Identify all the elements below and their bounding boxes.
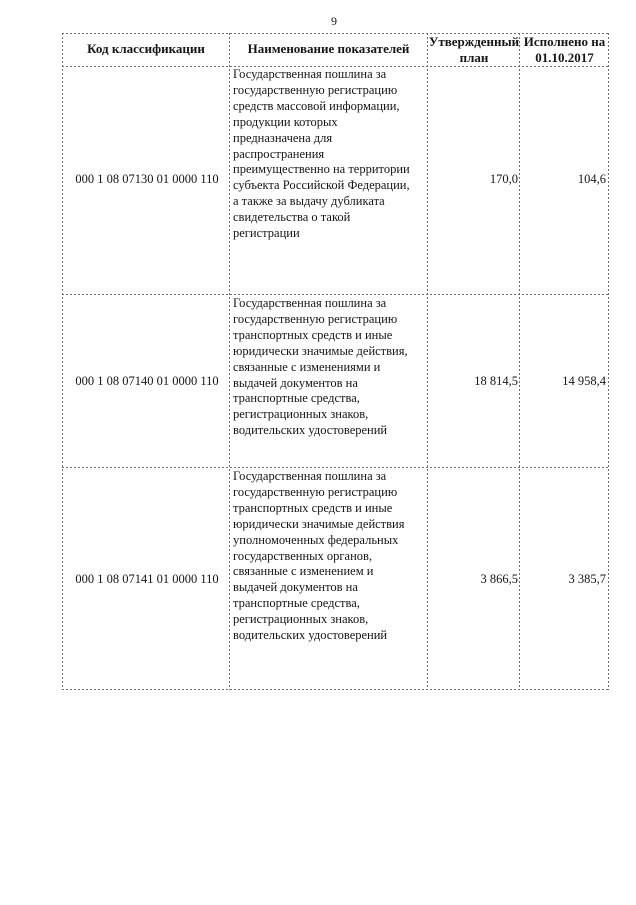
row-2-executed: 14 958,4 bbox=[562, 374, 606, 388]
row-3-plan: 3 866,5 bbox=[480, 572, 518, 586]
row-1-name: Государственная пошлина за государственную регистрацию средств массовой информации, продукции которых предназначена для распространения преимущественно на территории субъекта Российской Федерации, а также за выдачу дубликата свидетельства о такой регистрации bbox=[233, 67, 410, 241]
row-2-code: 000 1 08 07140 01 0000 110 bbox=[75, 374, 219, 388]
header-executed: Исполнено на 01.10.2017 bbox=[523, 34, 606, 65]
row-1-plan: 170,0 bbox=[489, 172, 518, 186]
row-1-executed: 104,6 bbox=[577, 172, 606, 186]
row-3-code: 000 1 08 07141 01 0000 110 bbox=[75, 572, 219, 586]
header-name: Наименование показателей bbox=[247, 41, 410, 56]
page-number: 9 bbox=[331, 14, 337, 28]
row-3-executed: 3 385,7 bbox=[568, 572, 606, 586]
row-3-name: Государственная пошлина за государственную регистрацию транспортных средств и иные юридически значимые действия уполномоченных федеральных государственных органов, связанные с изменением и выдачей документов на транспортные средства, регистрационных знаков, водительских удостоверений bbox=[233, 469, 405, 643]
row-2-plan: 18 814,5 bbox=[474, 374, 518, 388]
header-code: Код классификации bbox=[87, 41, 205, 56]
row-2-name: Государственная пошлина за государственную регистрацию транспортных средств и иные юридически значимые действия, связанные с изменениями и выдачей документов на транспортные средства, регистрационных знаков, водительских удостоверений bbox=[233, 296, 408, 438]
header-plan: Утвержденный план bbox=[428, 34, 520, 65]
row-1-code: 000 1 08 07130 01 0000 110 bbox=[75, 172, 219, 186]
